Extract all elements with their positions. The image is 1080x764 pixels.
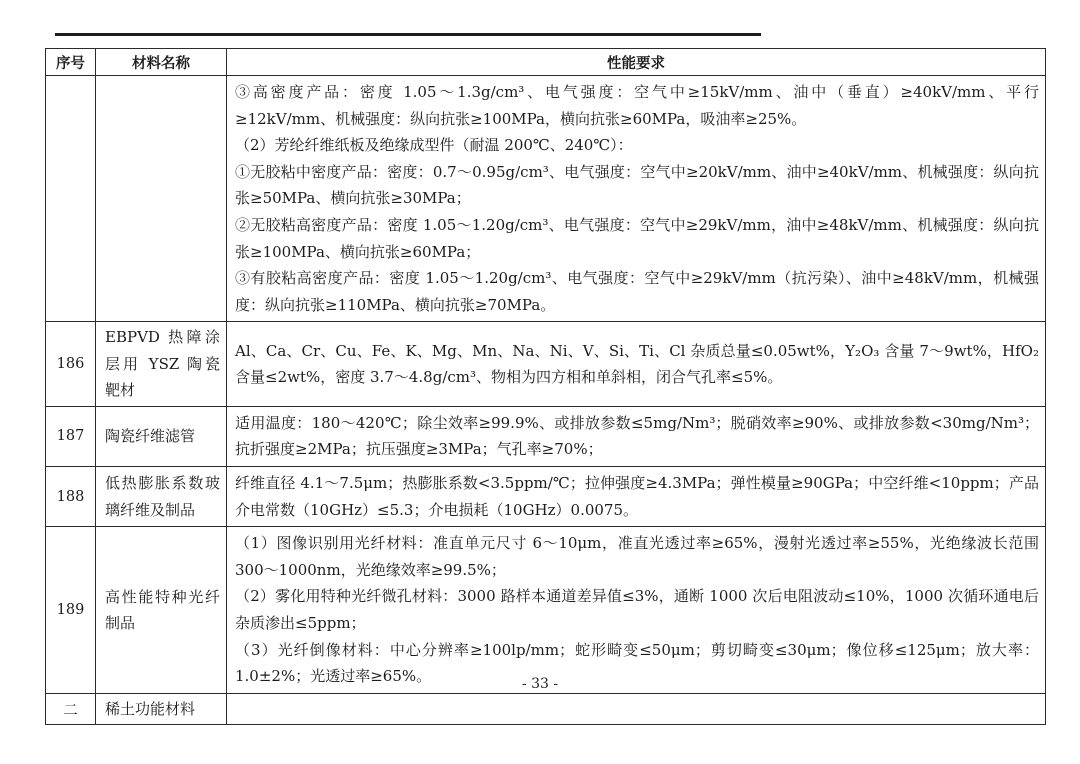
requirements-cell (227, 322, 1046, 407)
requirements-cell (227, 527, 1046, 694)
serial-cell: 189 (46, 527, 96, 694)
requirement-paragraph: ①无胶粘中密度产品：密度：0.7～0.95g/cm³、电气强度：空气中≥20kV/mm、油中≥40kV/mm、机械强度：纵向抗张≥50MPa、横向抗张≥30MPa； (235, 162, 1039, 208)
table-row-continuation (46, 76, 1046, 322)
table-row-186 (46, 322, 1046, 407)
requirements-cell (227, 76, 1046, 322)
material-name-cell (96, 76, 227, 322)
material-name-cell: 陶瓷纤维滤管 (96, 406, 227, 466)
material-name-cell: 稀土功能材料 (96, 693, 227, 725)
serial-cell: 187 (46, 406, 96, 466)
material-name-cell: EBPVD 热障涂层用 YSZ 陶瓷靶材 (96, 322, 227, 407)
table-row-189 (46, 527, 1046, 694)
column-header-material-name: 材料名称 (96, 49, 227, 76)
requirement-paragraph: ②无胶粘高密度产品：密度 1.05～1.20g/cm³、电气强度：空气中≥29kV/mm，油中≥48kV/mm、机械强度：纵向抗张≥100MPa、横向抗张≥60MPa； (235, 215, 1039, 261)
serial-cell: 二 (46, 693, 96, 725)
requirement-paragraph: 纤维直径 4.1～7.5μm；热膨胀系数<3.5ppm/℃；拉伸强度≥4.3MPa；弹性模量≥90GPa；中空纤维<10ppm；产品介电常数（10GHz）≤5.3；介电损耗（10GHz）0.0075。 (235, 474, 1039, 519)
column-header-serial: 序号 (46, 49, 96, 76)
requirements-cell (227, 467, 1046, 527)
table-row-section-two (46, 693, 1046, 725)
requirement-paragraph: ③有胶粘高密度产品：密度 1.05～1.20g/cm³、电气强度：空气中≥29kV/mm（抗污染）、油中≥48kV/mm，机械强度：纵向抗张≥110MPa、横向抗张≥70MPa。 (235, 269, 1039, 314)
page-number: - 33 - (521, 676, 559, 692)
scan-artifact-line (55, 33, 761, 36)
table-row-188 (46, 467, 1046, 527)
requirements-cell (227, 406, 1046, 466)
column-header-performance: 性能要求 (227, 49, 1046, 76)
requirements-cell (227, 693, 1046, 725)
requirement-paragraph: （2）雾化用特种光纤微孔材料：3000 路样本通道差异值≤3%，通断 1000 次后电阻波动≤10%，1000 次循环通电后杂质渗出≤5ppm； (235, 587, 1039, 632)
serial-cell (46, 76, 96, 322)
materials-table (45, 48, 1046, 725)
serial-cell: 188 (46, 467, 96, 527)
requirement-paragraph: （1）图像识别用光纤材料：准直单元尺寸 6～10μm，准直光透过率≥65%，漫射光透过率≥55%，光绝缘波长范围 300～1000nm，光绝缘效率≥99.5%； (235, 534, 1039, 579)
table-row-187 (46, 406, 1046, 466)
serial-cell: 186 (46, 322, 96, 407)
requirement-paragraph: （3）光纤倒像材料：中心分辨率≥100lp/mm；蛇形畸变≤50μm；剪切畸变≤30μm；像位移≤125μm；放大率：1.0±2%；光透过率≥65%。 (235, 640, 1039, 686)
table-header-row (46, 49, 1046, 76)
requirement-paragraph: ③高密度产品：密度 1.05～1.3g/cm³、电气强度：空气中≥15kV/mm、油中（垂直）≥40kV/mm、平行≥12kV/mm、机械强度：纵向抗张≥100MPa，横向抗张≥60MPa，吸油率≥25%。 (235, 83, 1039, 128)
requirement-paragraph: （2）芳纶纤维纸板及绝缘成型件（耐温 200℃、240℃）： (235, 136, 633, 155)
requirement-paragraph: 适用温度：180～420℃；除尘效率≥99.9%、或排放参数≤5mg/Nm³；脱硝效率≥90%、或排放参数<30mg/Nm³；抗折强度≥2MPa；抗压强度≥3MPa；气孔率≥70%； (235, 413, 1039, 459)
material-name-cell: 高性能特种光纤制品 (96, 527, 227, 694)
requirement-paragraph: Al、Ca、Cr、Cu、Fe、K、Mg、Mn、Na、Ni、V、Si、Ti、Cl 杂质总量≤0.05wt%，Y₂O₃ 含量 7～9wt%，HfO₂ 含量≤2wt%，密度 3.7～4.8g/cm³、物相为四方相和单斜相，闭合气孔率≤5%。 (235, 341, 1039, 387)
material-name-cell: 低热膨胀系数玻璃纤维及制品 (96, 467, 227, 527)
